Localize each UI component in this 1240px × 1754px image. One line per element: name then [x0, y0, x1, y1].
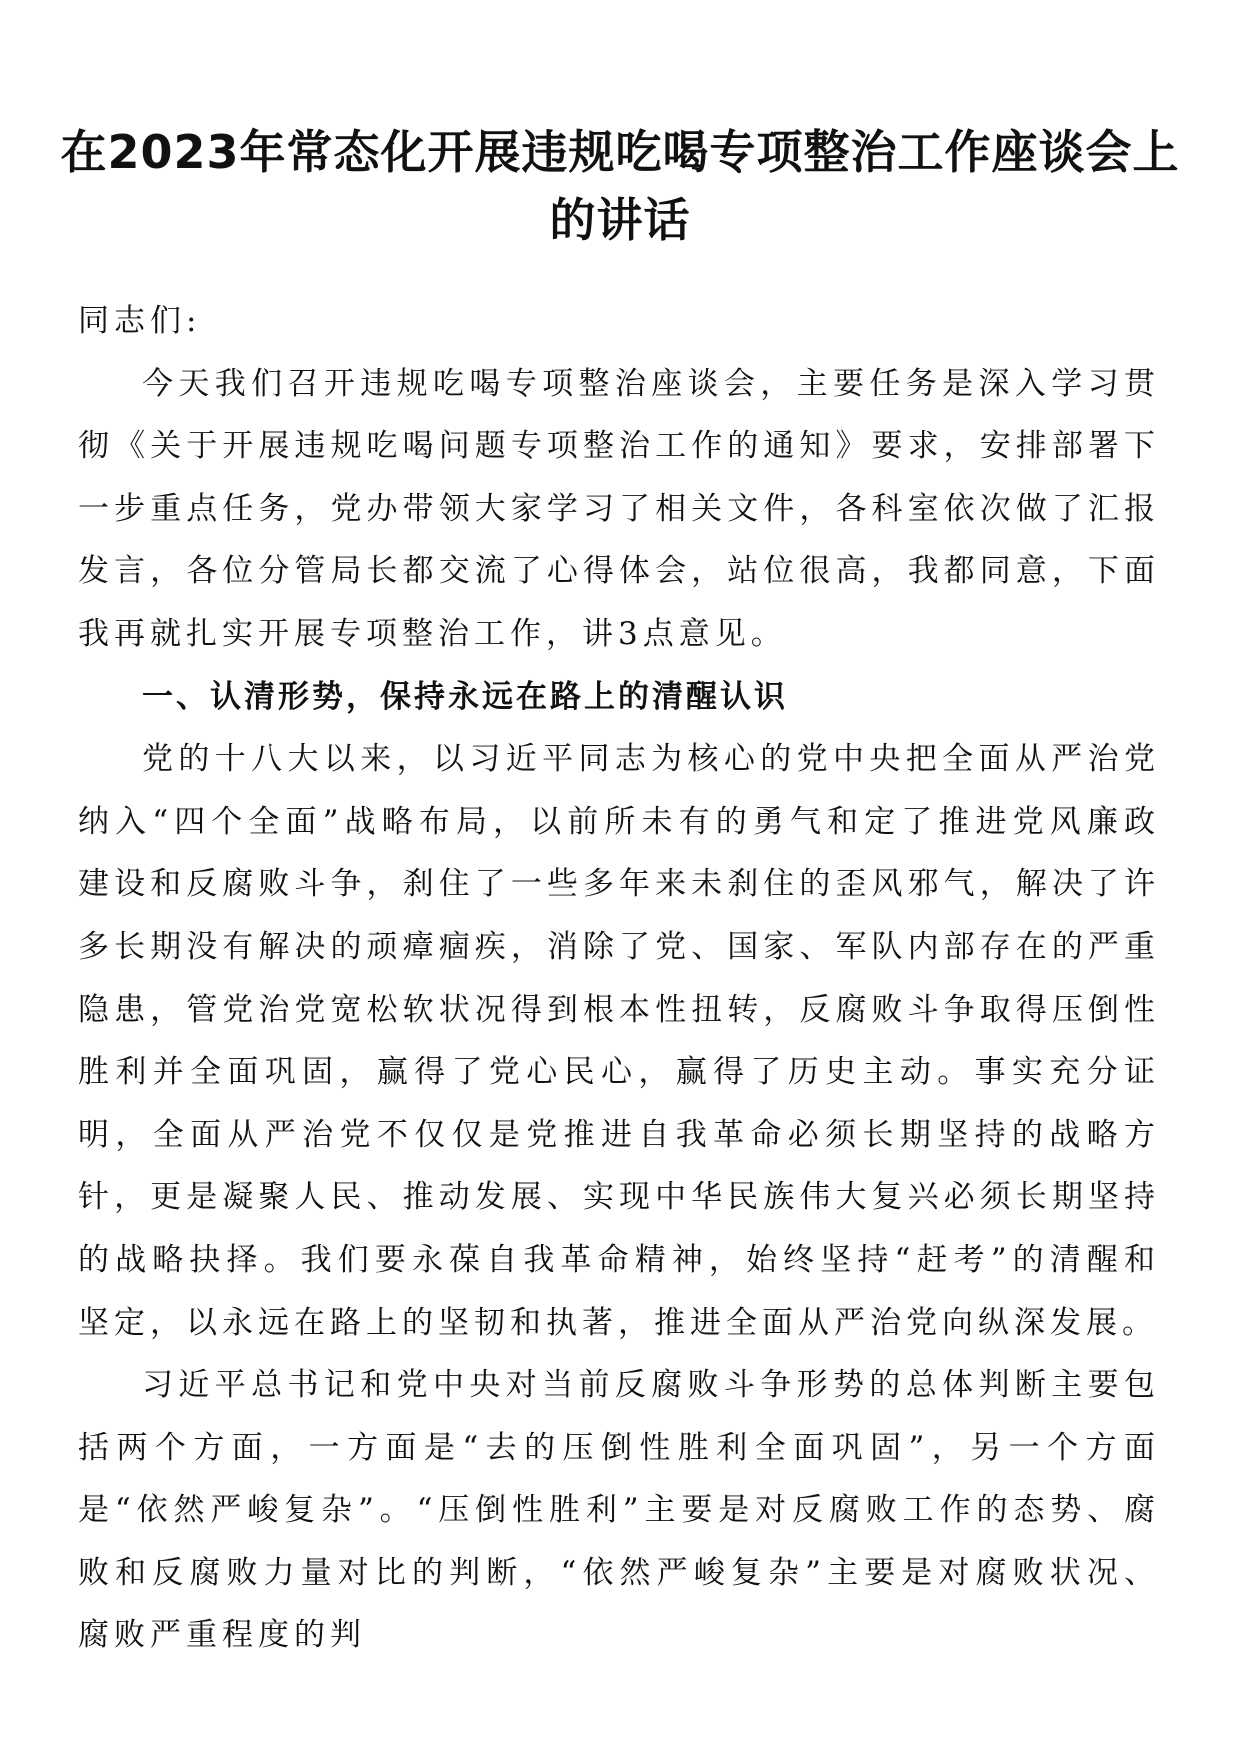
paragraph-intro: 今天我们召开违规吃喝专项整治座谈会，主要任务是深入学习贯彻《关于开展违规吃喝问题专项整治工作的通知》要求，安排部署下一步重点任务，党办带领大家学习了相关文件，各科室依次做了汇报发言，各位分管局长都交流了心得体会，站位很高，我都同意，下面我再就扎实开展专项整治工作，讲3点意见。 — [78, 365, 1160, 652]
salutation: 同志们: — [78, 303, 202, 339]
paragraph-situation: 党的十八大以来，以习近平同志为核心的党中央把全面从严治党纳入“四个全面”战略布局，以前所未有的勇气和定了推进党风廉政建设和反腐败斗争，刹住了一些多年来未刹住的歪风邪气，解决了许多长期没有解决的顽瘴痼疾，消除了党、国家、军队内部存在的严重隐患，管党治党宽松软状况得到根本性扭转，反腐败斗争取得压倒性胜利并全面巩固，赢得了党心民心，赢得了历史主动。事实充分证明，全面从严治党不仅仅是党推进自我革命必须长期坚持的战略方针，更是凝聚人民、推动发展、实现中华民族伟大复兴必须长期坚持的战略抉择。我们要永葆自我革命精神，始终坚持“赶考”的清醒和坚定，以永远在路上的坚韧和执著，推进全面从严治党向纵深发展。 — [78, 741, 1160, 1341]
document-title: 在2023年常态化开展违规吃喝专项整治工作座谈会上的讲话 — [60, 125, 1180, 247]
paragraph-judgement: 习近平总书记和党中央对当前反腐败斗争形势的总体判断主要包括两个方面，一方面是“去的压倒性胜利全面巩固”，另一个方面是“依然严峻复杂”。“压倒性胜利”主要是对反腐败工作的态势、腐败和反腐败力量对比的判断，“依然严峻复杂”主要是对腐败状况、腐败严重程度的判 — [78, 1367, 1160, 1654]
document-body — [78, 290, 1160, 1667]
section-heading-1: 一、认清形势，保持永远在路上的清醒认识 — [142, 678, 788, 715]
